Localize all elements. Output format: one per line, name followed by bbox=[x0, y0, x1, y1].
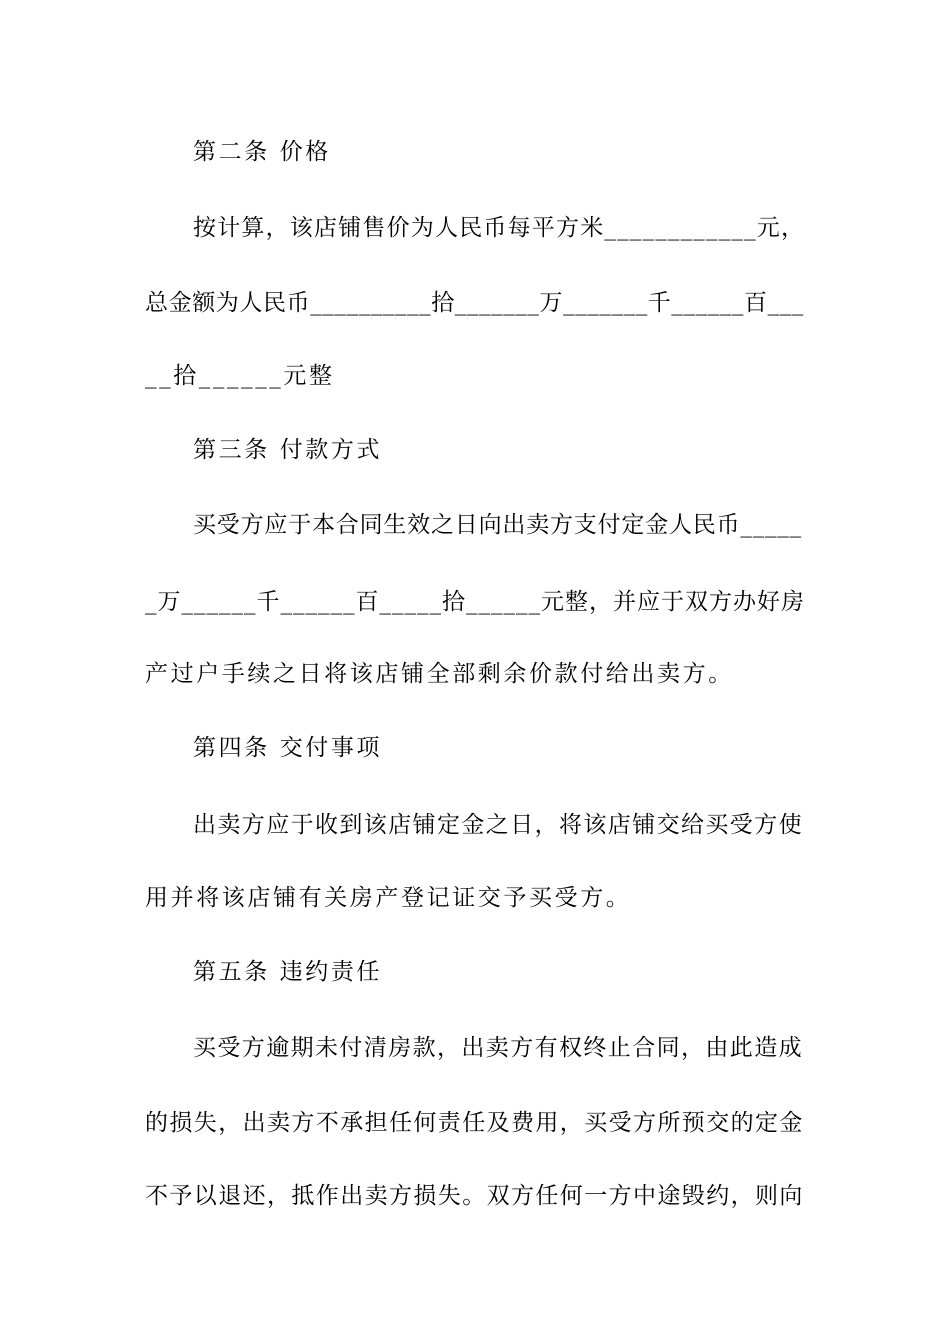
article-3-paragraph-line-2: _万______千______百_____拾______元整，并应于双方办好房 bbox=[145, 589, 805, 615]
article-5-paragraph-line-3: 不予以退还，抵作出卖方损失。双方任何一方中途毁约，则向 bbox=[145, 1183, 804, 1209]
article-5-paragraph-line-1: 买受方逾期未付清房款，出卖方有权终止合同，由此造成 bbox=[193, 1035, 803, 1061]
article-5-paragraph-line-2: 的损失，出卖方不承担任何责任及费用，买受方所预交的定金 bbox=[145, 1110, 804, 1136]
article-4-paragraph-line-2: 用并将该店铺有关房产登记证交予买受方。 bbox=[145, 885, 632, 911]
article-4-heading: 第四条 交付事项 bbox=[193, 735, 383, 761]
article-2-paragraph-line-1: 按计算，该店铺售价为人民币每平方米____________元， bbox=[193, 215, 806, 241]
article-3-paragraph-line-3: 产过户手续之日将该店铺全部剩余价款付给出卖方。 bbox=[145, 661, 734, 687]
article-2-paragraph-line-3: __拾______元整 bbox=[145, 363, 335, 389]
article-4-paragraph-line-1: 出卖方应于收到该店铺定金之日，将该店铺交给买受方使 bbox=[193, 812, 803, 838]
article-5-heading: 第五条 违约责任 bbox=[193, 959, 383, 985]
article-3-paragraph-line-1: 买受方应于本合同生效之日向出卖方支付定金人民币_____ bbox=[193, 512, 802, 538]
article-3-heading: 第三条 付款方式 bbox=[193, 437, 383, 463]
article-2-paragraph-line-2: 总金额为人民币__________拾_______万_______千______百___ bbox=[145, 290, 804, 316]
article-2-heading: 第二条 价格 bbox=[193, 139, 331, 165]
